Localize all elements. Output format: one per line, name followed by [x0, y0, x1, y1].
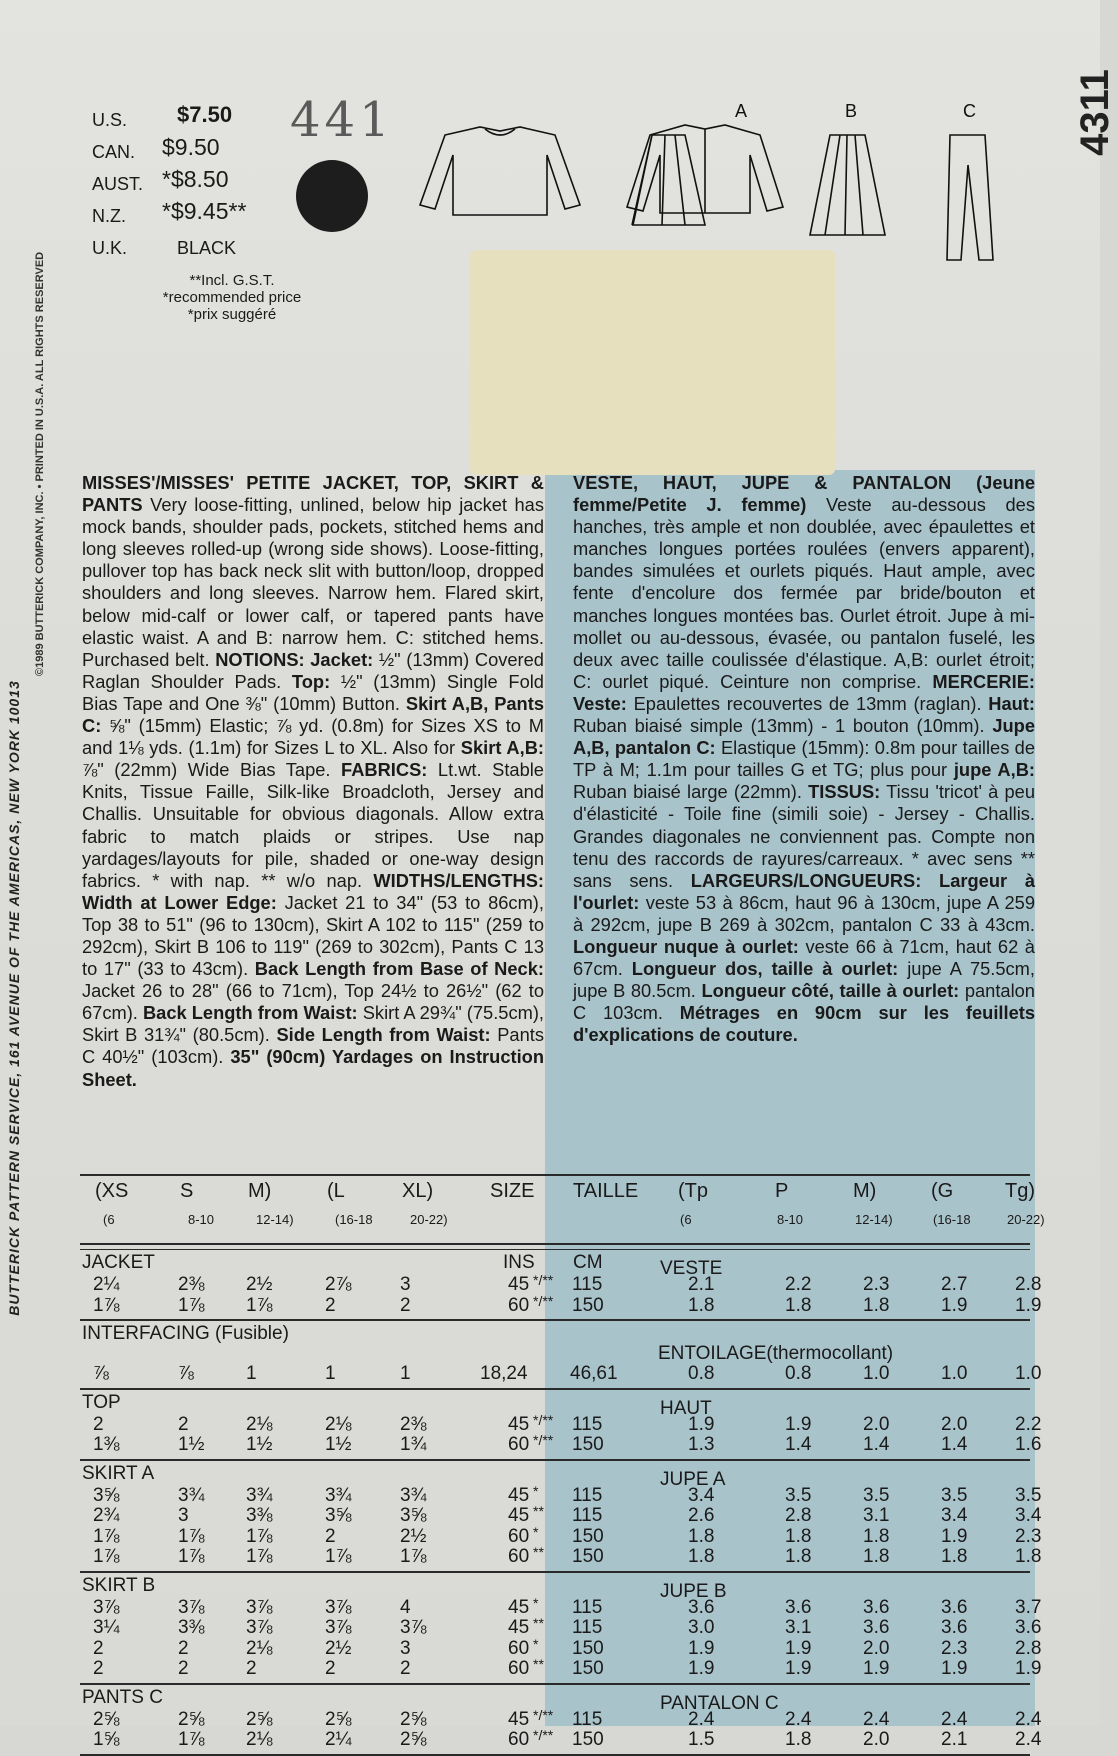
size-fr-sub: 20-22)	[1007, 1212, 1045, 1227]
nap-mark-cell: *	[533, 1482, 539, 1499]
size-en-label: S	[180, 1180, 194, 1202]
nap-mark-cell: */**	[533, 1706, 554, 1723]
meter-cell: 2.3	[941, 1637, 968, 1659]
meter-cell: 3.7	[1015, 1596, 1042, 1618]
meter-cell: 3.5	[785, 1484, 812, 1506]
meter-cell: 1.4	[941, 1434, 968, 1455]
yardage-cell: 2⅝	[178, 1708, 205, 1730]
yardage-cell: 2⅜	[400, 1413, 427, 1435]
meter-cell: 1.9	[1015, 1658, 1042, 1679]
yardage-cell: 3¾	[400, 1484, 427, 1506]
meter-cell: 1.5	[688, 1729, 715, 1750]
meter-cell: 2.4	[688, 1708, 715, 1730]
yardage-cell: 2	[178, 1637, 189, 1659]
yardage-cell: 3¾	[246, 1484, 273, 1506]
yardage-cell: 1⅞	[325, 1546, 352, 1567]
price-region: N.Z.	[92, 206, 126, 226]
size-en-label: (XS	[95, 1180, 129, 1202]
meter-cell: 1.3	[688, 1434, 715, 1455]
price-value: $9.50	[162, 134, 220, 160]
meter-cell: 2.2	[1015, 1413, 1042, 1435]
size-fr-label: (G	[931, 1180, 954, 1202]
meter-cell: 1.0	[1015, 1363, 1042, 1384]
meter-cell: 1.9	[785, 1413, 812, 1435]
meter-cell: 3.6	[1015, 1617, 1042, 1638]
table-rule	[80, 1319, 1030, 1321]
yardage-cell: 1½	[246, 1434, 273, 1455]
yardage-cell: 2	[400, 1658, 411, 1679]
yardage-cell: 2½	[400, 1525, 427, 1547]
section-fr: JUPE B	[660, 1580, 727, 1602]
meter-cell: 1.9	[941, 1294, 968, 1316]
section-en: TOP	[82, 1391, 121, 1413]
section-fr: HAUT	[660, 1397, 712, 1419]
width-ins-cell: 60	[508, 1434, 530, 1455]
meter-cell: 3.4	[1015, 1505, 1042, 1526]
meter-cell: 3.5	[863, 1484, 890, 1506]
meter-cell: 1.9	[785, 1637, 812, 1659]
meter-cell: 3.6	[863, 1617, 890, 1638]
yardage-cell: 3⅝	[93, 1484, 120, 1506]
table-rule	[80, 1459, 1030, 1461]
yardage-cell: 2	[325, 1525, 336, 1547]
width-cm-cell: 150	[572, 1434, 604, 1455]
meter-cell: 3.5	[941, 1484, 968, 1506]
size-en-sub: 12-14)	[256, 1212, 294, 1227]
meter-cell: 2.1	[688, 1274, 715, 1295]
meter-cell: 3.6	[941, 1596, 968, 1618]
meter-cell: 2.0	[863, 1637, 890, 1659]
yardage-cell: 1	[400, 1363, 411, 1384]
table-rule	[80, 1388, 1030, 1390]
price-value: *$9.45**	[162, 198, 247, 224]
meter-cell: 2.7	[941, 1274, 968, 1295]
meter-cell: 2.0	[941, 1413, 968, 1435]
yardage-cell: 1⅞	[178, 1729, 205, 1750]
section-fr: PANTALON C	[660, 1692, 779, 1714]
yardage-cell: 2⅛	[246, 1637, 273, 1659]
yardage-cell: 1½	[178, 1434, 205, 1455]
price-note: **Incl. G.S.T.	[189, 272, 275, 289]
ins-header: INS	[503, 1252, 535, 1273]
yardage-cell: 3⅞	[325, 1596, 352, 1618]
yardage-cell: 2	[400, 1294, 411, 1316]
yardage-cell: 1	[246, 1363, 257, 1384]
yardage-cell: 2	[246, 1658, 257, 1679]
meter-cell: 1.9	[688, 1658, 715, 1679]
pants-c-sketch	[947, 135, 993, 260]
meter-cell: 1.9	[863, 1658, 890, 1679]
yardage-cell: 3⅜	[178, 1617, 205, 1638]
yardage-cell: 3⅝	[400, 1505, 427, 1526]
width-ins-cell: 45	[508, 1274, 530, 1295]
yardage-cell: 1⅞	[246, 1546, 273, 1567]
top-sketch	[420, 127, 580, 215]
yardage-cell: ⅞	[178, 1363, 194, 1384]
price-region: U.S.	[92, 110, 128, 130]
yardage-cell: 3⅝	[325, 1505, 352, 1526]
size-fr-label: M)	[853, 1180, 877, 1202]
yardage-cell: 2⅝	[325, 1708, 352, 1730]
yardage-cell: 1⅞	[93, 1546, 120, 1567]
meter-cell: 2.4	[1015, 1729, 1042, 1750]
yardage-cell: 3⅜	[246, 1505, 273, 1526]
meter-cell: 1.0	[941, 1363, 968, 1384]
yardage-cell: 2¾	[93, 1505, 120, 1526]
meter-cell: 1.9	[941, 1525, 968, 1547]
meter-cell: 1.8	[941, 1546, 968, 1567]
width-cm-cell: 115	[572, 1274, 603, 1295]
description-english: MISSES'/MISSES' PETITE JACKET, TOP, SKIRT & PANTS Very loose-fitting, unlined, below hip jacket has mock bands, shoulder pads, pockets, stitched hems and long sleeves rolled-up (wrong side shows). Loose-fitting, pullover top has back neck slit with button/loop, dropped shoulders and long sleeves. Narrow hem. Flared skirt, below mid-calf or lower calf, or tapered pants have elastic waist. A and B: narrow hem. C: stitched hems. Purchased belt. NOTIONS: Jacket: ½" (13mm) Covered Raglan Shoulder Pads. Top: ½" (13mm) Single Fold Bias Tape and One ⅜" (10mm) Button. Skirt A,B, Pants C: ⅝" (15mm) Elastic; ⅞ yd. (0.8m) for Sizes XS to M and 1⅛ yds. (1.1m) for Sizes L to XL. Also for Skirt A,B: ⅞" (22mm) Wide Bias Tape. FABRICS: Lt.wt. Stable Knits, Tissue Faille, Silk-like Broadcloth, Jersey and Challis. Unsuitable for obvious diagonals. Allow extra fabric to match plaids or stripes. Use nap yardages/layouts for pile, shaded or one-way design fabrics. * with nap. ** w/o nap. WIDTHS/LENGTHS: Width at Lower Edge: Jacket 21 to 34" (53 to 86cm), Top 38 to 51" (96 to 130cm), Skirt A 102 to 115" (259 to 292cm), Skirt B 106 to 119" (269 to 302cm), Pants C 13 to 17" (33 to 43cm). Back Length from Base of Neck: Jacket 26 to 28" (66 to 71cm), Top 24½ to 26½" (62 to 67cm). Back Length from Waist: Skirt A 29¾" (75.5cm), Skirt B 31¾" (80.5cm). Side Length from Waist: Pants C 40½" (103cm). 35" (90cm) Yardages on Instruction Sheet.	[82, 472, 544, 1090]
width-cm-cell: 150	[572, 1546, 604, 1567]
price-value: BLACK	[177, 238, 237, 258]
meter-cell: 1.9	[1015, 1294, 1042, 1316]
size-en-sub: 20-22)	[410, 1212, 448, 1227]
size-fr-label: (Tp	[678, 1180, 708, 1202]
nap-mark-cell: */**	[533, 1411, 554, 1428]
width-cm-cell: 150	[572, 1658, 604, 1679]
width-ins-cell: 60	[508, 1546, 530, 1567]
yardage-cell: 3⅞	[246, 1617, 273, 1638]
meter-cell: 3.4	[688, 1484, 715, 1506]
section-en: JACKET	[82, 1252, 155, 1273]
yardage-cell: 2	[325, 1294, 336, 1316]
meter-cell: 1.8	[785, 1546, 812, 1567]
meter-cell: 1.8	[688, 1525, 715, 1547]
nap-mark-cell: **	[533, 1656, 544, 1672]
yardage-cell: 1⅜	[93, 1434, 120, 1455]
yardage-cell: 2	[93, 1637, 104, 1659]
yardage-cell: 2	[178, 1658, 189, 1679]
meter-cell: 2.8	[1015, 1274, 1042, 1295]
meter-cell: 1.9	[688, 1637, 715, 1659]
yardage-cell: 1⅞	[178, 1546, 205, 1567]
section-en: SKIRT B	[82, 1574, 156, 1596]
yardage-cell: 3¾	[178, 1484, 205, 1506]
width-ins-cell: 45	[508, 1708, 530, 1730]
yardage-cell: 1⅞	[93, 1294, 120, 1316]
yardage-cell: 2⅛	[246, 1729, 273, 1750]
price-region: AUST.	[92, 174, 144, 194]
table-rule	[80, 1249, 1030, 1250]
skirt-b-sketch	[810, 135, 885, 235]
meter-cell: 1.8	[863, 1546, 890, 1567]
yardage-cell: 3⅞	[246, 1596, 273, 1618]
size-en-sub: 8-10	[188, 1212, 215, 1227]
section-fr: ENTOILAGE(thermocollant)	[658, 1343, 894, 1364]
view-label-a: A	[735, 101, 748, 121]
meter-cell: 1.8	[688, 1294, 715, 1316]
meter-cell: 2.3	[1015, 1525, 1042, 1547]
section-en: PANTS C	[82, 1686, 163, 1708]
meter-cell: 2.3	[863, 1274, 890, 1295]
width-ins-cell: 60	[508, 1525, 530, 1547]
width-cm-cell: 150	[572, 1294, 604, 1316]
yardage-cell: 3	[178, 1505, 189, 1526]
price-note: *recommended price	[162, 289, 302, 306]
nap-mark-cell: **	[533, 1615, 544, 1631]
yardage-cell: 2½	[246, 1274, 273, 1295]
yardage-cell: 3⅞	[325, 1617, 352, 1638]
yardage-cell: 2⅛	[246, 1413, 273, 1435]
meter-cell: 2.8	[1015, 1637, 1042, 1659]
meter-cell: 3.6	[785, 1596, 812, 1618]
price-value: *$8.50	[162, 166, 229, 192]
table-rule	[80, 1174, 1030, 1176]
width-ins-cell: 60	[508, 1294, 530, 1316]
width-cm-cell: 115	[572, 1596, 603, 1618]
section-en: SKIRT A	[82, 1462, 155, 1484]
meter-cell: 2.0	[863, 1413, 890, 1435]
meter-cell: 2.0	[863, 1729, 890, 1750]
nap-mark-cell: **	[533, 1503, 544, 1519]
yardage-cell: 2¼	[93, 1274, 120, 1295]
yardage-cell: 2	[178, 1413, 189, 1435]
table-rule	[80, 1243, 1030, 1245]
yardage-cell: 2½	[325, 1637, 352, 1659]
yardage-cell: 2⅝	[400, 1708, 427, 1730]
cm-header: CM	[573, 1252, 603, 1273]
meter-cell: 2.4	[1015, 1708, 1042, 1730]
meter-cell: 1.8	[785, 1525, 812, 1547]
meter-cell: 1.9	[688, 1413, 715, 1435]
meter-cell: 0.8	[785, 1363, 812, 1384]
meter-cell: 1.8	[863, 1294, 890, 1316]
meter-cell: 3.6	[941, 1617, 968, 1638]
width-cm-cell: 115	[572, 1617, 603, 1638]
yardage-cell: 2⅝	[400, 1729, 427, 1750]
yardage-cell: 3¾	[325, 1484, 352, 1506]
table-rule	[80, 1754, 1030, 1756]
size-header: SIZE	[490, 1180, 535, 1202]
yardage-cell: 3⅞	[178, 1596, 205, 1618]
yardage-cell: 1⅞	[246, 1525, 273, 1547]
width-ins-cell: 45	[508, 1505, 530, 1526]
width-ins-cell: 45	[508, 1617, 530, 1638]
meter-cell: 1.8	[863, 1525, 890, 1547]
width-cm-cell: 115	[572, 1708, 603, 1730]
width-cm-cell: 115	[572, 1484, 603, 1506]
yardage-cell: 2¼	[325, 1729, 352, 1750]
yardage-cell: 3	[400, 1637, 411, 1659]
meter-cell: 2.1	[941, 1729, 968, 1750]
meter-cell: 0.8	[688, 1363, 715, 1384]
yardage-cell: 3	[400, 1274, 411, 1295]
nap-mark-cell: */**	[533, 1292, 554, 1309]
yardage-cell: 1⅞	[93, 1525, 120, 1547]
width-ins-cell: 60	[508, 1729, 530, 1750]
handwritten-number: 441	[290, 92, 394, 148]
spine-address: BUTTERICK PATTERN SERVICE, 161 AVENUE OF THE AMERICAS, NEW YORK 10013	[6, 680, 22, 1316]
width-ins-cell: 45	[508, 1413, 530, 1435]
nap-mark-cell: *	[533, 1523, 539, 1540]
yardage-cell: 3⅞	[400, 1617, 427, 1638]
size-en-sub: (16-18	[335, 1212, 373, 1227]
description-french: VESTE, HAUT, JUPE & PANTALON (Jeune femme/Petite J. femme) Veste au-dessous des hanches, très ample et non doublée, avec épaulettes et manches longues portées roulées (envers apparent), bandes simulées et ourlets piqués. Haut ample, avec fente d'encolure dos fermée par bride/bouton et manches longues montées bas. Ourlet étroit. Jupe à mi-mollet ou au-dessous, évasée, ou pantalon fuselé, les deux avec taille coulissée d'élastique. A,B: ourlet étroit; C: ourlet piqué. Ceinture non comprise. MERCERIE: Veste: Epaulettes recouvertes de 13mm (raglan). Haut: Ruban biaisé simple (13mm) - 1 bouton (10mm). Jupe A,B, pantalon C: Elastique (15mm): 0.8m pour tailles de TP à M; 1.1m pour tailles G et TG; plus pour jupe A,B: Ruban biaisé large (22mm). TISSUS: Tissu 'tricot' à peu d'élasticité - Toile fine (simili soie) - Jersey - Challis. Grandes diagonales ne conviennent pas. Compte non tenu des raccords de rayures/carreaux. * avec sens ** sans sens. LARGEURS/LONGUEURS: Largeur à l'ourlet: veste 53 à 86cm, haut 96 à 130cm, jupe A 259 à 292cm, jupe B 269 à 302cm, pantalon C 33 à 43cm. Longueur nuque à ourlet: veste 66 à 71cm, haut 62 à 67cm. Longueur dos, taille à ourlet: jupe A 75.5cm, jupe B 80.5cm. Longueur côté, taille à ourlet: pantalon C 103cm. Métrages en 90cm sur les feuillets d'explications de couture.	[573, 472, 1035, 1046]
price-value: $7.50	[177, 102, 233, 127]
width-cm-cell: 115	[572, 1413, 603, 1435]
nap-mark-cell: *	[533, 1635, 539, 1652]
sticker-residue	[470, 250, 835, 475]
yardage-cell: 1¾	[400, 1434, 427, 1455]
yardage-cell: 1½	[325, 1434, 352, 1455]
section-en: INTERFACING (Fusible)	[82, 1323, 289, 1344]
meter-cell: 2.8	[785, 1505, 812, 1526]
width-ins-cell: 45	[508, 1484, 530, 1506]
width-ins-cell: 18,24	[480, 1363, 528, 1384]
size-en-label: M)	[248, 1180, 272, 1202]
yardage-cell: 1	[325, 1363, 336, 1384]
yardage-cell: 1⅞	[400, 1546, 427, 1567]
yardage-cell: 3⅞	[93, 1596, 120, 1618]
spine	[4, 300, 26, 1700]
yardage-cell: 2⅛	[325, 1413, 352, 1435]
width-ins-cell: 45	[508, 1596, 530, 1618]
taille-header: TAILLE	[573, 1180, 639, 1202]
size-fr-label: P	[775, 1180, 789, 1202]
meter-cell: 3.4	[941, 1505, 968, 1526]
meter-cell: 3.0	[688, 1617, 715, 1638]
meter-cell: 1.6	[1015, 1434, 1042, 1455]
yardage-cell: 3¼	[93, 1617, 120, 1638]
garment-sketches	[405, 95, 1005, 265]
width-cm-cell: 150	[572, 1525, 604, 1547]
yardage-cell: 1⅞	[178, 1294, 205, 1316]
price-region: U.K.	[92, 238, 128, 258]
yardage-cell: 1⅞	[178, 1525, 205, 1547]
meter-cell: 2.4	[941, 1708, 968, 1730]
yardage-cell: 2⅜	[178, 1274, 205, 1295]
meter-cell: 1.0	[863, 1363, 890, 1384]
width-cm-cell: 150	[572, 1637, 604, 1659]
size-fr-sub: 12-14)	[855, 1212, 893, 1227]
yardage-cell: 1⅞	[246, 1294, 273, 1316]
yardage-cell: 2⅞	[325, 1274, 352, 1295]
width-cm-cell: 115	[572, 1505, 603, 1526]
meter-cell: 1.4	[785, 1434, 812, 1455]
meter-cell: 3.6	[688, 1596, 715, 1618]
yardage-cell: 2	[325, 1658, 336, 1679]
yardage-cell: 4	[400, 1596, 411, 1618]
meter-cell: 2.4	[785, 1708, 812, 1730]
width-cm-cell: 150	[572, 1729, 604, 1750]
meter-cell: 1.8	[785, 1729, 812, 1750]
nap-mark-cell: */**	[533, 1727, 554, 1743]
black-color-dot	[296, 160, 368, 232]
meter-cell: 2.2	[785, 1274, 812, 1295]
yardage-cell: 2⅝	[246, 1708, 273, 1730]
nap-mark-cell: *	[533, 1594, 539, 1611]
pattern-number: 4311	[1072, 69, 1117, 156]
section-fr: VESTE	[660, 1258, 723, 1279]
meter-cell: 1.8	[688, 1546, 715, 1567]
yardage-cell: ⅞	[93, 1363, 109, 1384]
meter-cell: 3.6	[863, 1596, 890, 1618]
view-label-b: B	[845, 101, 858, 121]
nap-mark-cell: */**	[533, 1432, 554, 1448]
nap-mark-cell: */**	[533, 1272, 554, 1288]
nap-mark-cell: **	[533, 1544, 544, 1560]
yardage-cell: 2	[93, 1658, 104, 1679]
meter-cell: 3.5	[1015, 1484, 1042, 1506]
meter-cell: 1.8	[785, 1294, 812, 1316]
desc-en-title: MISSES'/MISSES' PETITE JACKET, TOP, SKIRT & PANTS	[82, 472, 544, 516]
meter-cell: 1.4	[863, 1434, 890, 1455]
table-rule	[80, 1683, 1030, 1685]
meter-cell: 2.6	[688, 1505, 715, 1526]
yardage-cell: 2	[93, 1413, 104, 1435]
meter-cell: 3.1	[863, 1505, 890, 1526]
table-rule	[80, 1571, 1030, 1573]
width-cm-cell: 46,61	[570, 1363, 618, 1384]
jacket-sketch	[627, 125, 783, 213]
section-fr: JUPE A	[660, 1468, 726, 1490]
size-fr-label: Tg)	[1005, 1180, 1035, 1202]
view-label-c: C	[963, 101, 976, 121]
desc-fr-title: VESTE, HAUT, JUPE & PANTALON (Jeune femme/Petite J. femme)	[573, 472, 1035, 516]
copyright-line: ©1989 BUTTERICK COMPANY, INC. • PRINTED IN U.S.A. ALL RIGHTS RESERVED	[34, 251, 46, 676]
meter-cell: 1.9	[785, 1658, 812, 1679]
size-en-sub: (6	[103, 1212, 115, 1227]
width-ins-cell: 60	[508, 1637, 530, 1659]
width-ins-cell: 60	[508, 1658, 530, 1679]
size-fr-sub: (6	[680, 1212, 692, 1227]
size-en-label: (L	[327, 1180, 345, 1202]
meter-cell: 2.4	[863, 1708, 890, 1730]
meter-cell: 1.8	[1015, 1546, 1042, 1567]
price-note: *prix suggéré	[187, 306, 277, 323]
size-fr-sub: 8-10	[777, 1212, 804, 1227]
size-en-label: XL)	[402, 1180, 434, 1202]
yardage-cell: 1⅝	[93, 1729, 120, 1750]
meter-cell: 3.1	[785, 1617, 812, 1638]
size-fr-sub: (16-18	[933, 1212, 971, 1227]
price-region: CAN.	[92, 142, 136, 162]
yardage-cell: 2⅝	[93, 1708, 120, 1730]
meter-cell: 1.9	[941, 1658, 968, 1679]
